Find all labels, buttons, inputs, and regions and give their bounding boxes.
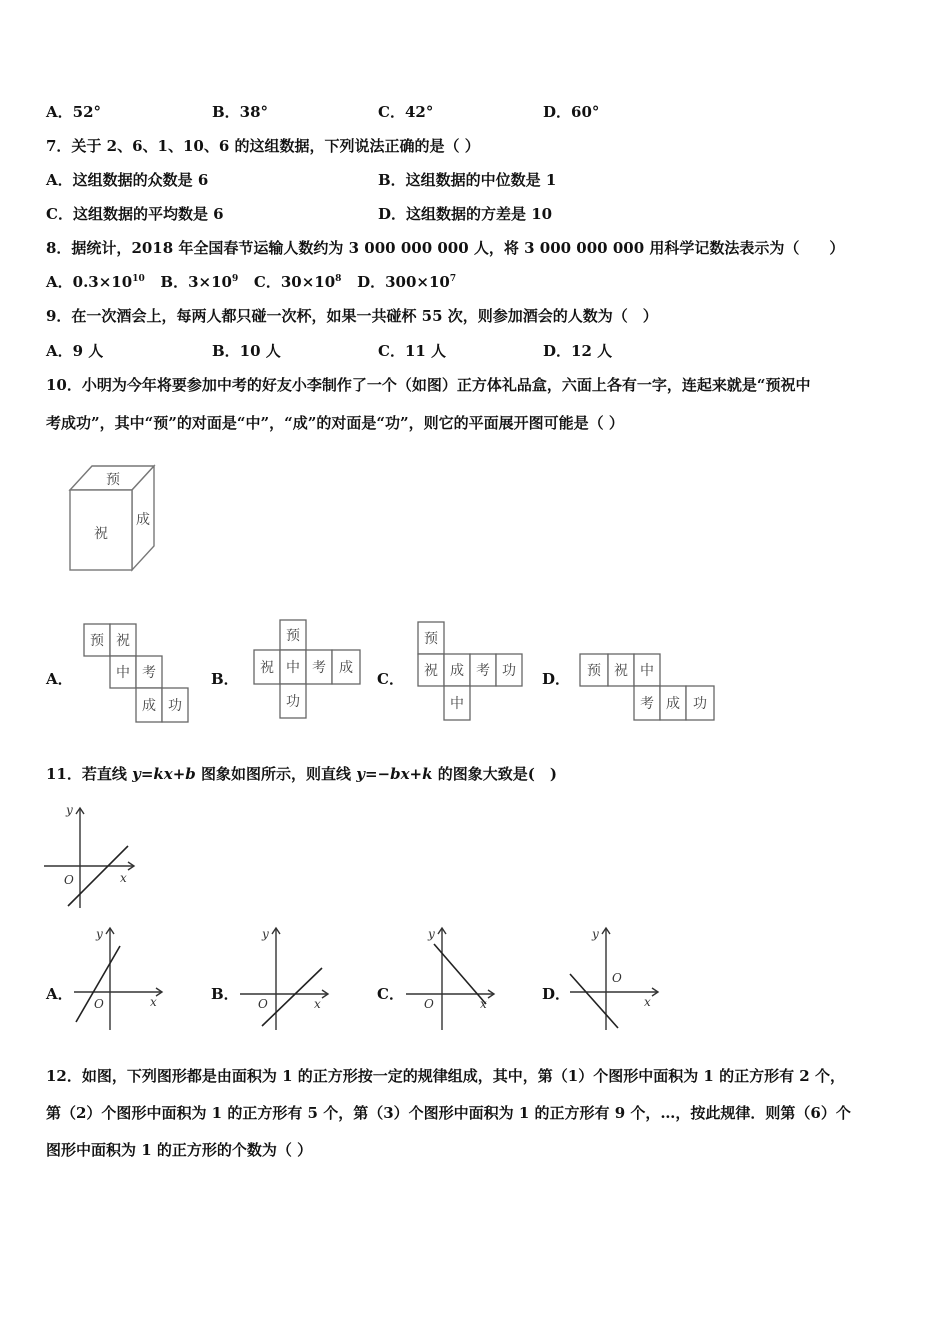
net-c-cell [496, 654, 522, 686]
svg-text:祝: 祝 [424, 663, 438, 679]
q11-graph-d[interactable] [566, 922, 666, 1032]
q11-eq1: y=kx+b [132, 765, 196, 783]
net-a-cell [162, 688, 188, 722]
svg-text:考: 考 [640, 696, 654, 712]
q11-graph-c[interactable] [402, 922, 502, 1032]
cube-figure [66, 462, 160, 574]
q11-stem: 11．若直线 y=kx+b 图象如图所示，则直线 y=−bx+k 的图象大致是( ) [46, 765, 557, 783]
net-b-cell [332, 650, 360, 684]
net-a-cell [136, 656, 162, 688]
svg-text:中: 中 [286, 660, 300, 676]
svg-text:预: 预 [90, 633, 104, 649]
svg-text:成: 成 [666, 696, 680, 712]
net-d-cell [580, 654, 608, 686]
svg-text:O: O [424, 997, 434, 1011]
svg-text:成: 成 [339, 660, 353, 676]
net-c-cell [418, 654, 444, 686]
svg-text:x: x [120, 871, 127, 885]
q7-option-a[interactable]: A．这组数据的众数是 6 [46, 171, 209, 189]
net-a[interactable] [82, 620, 194, 728]
q8-option-b[interactable]: B．$3\times 10^9$ [160, 273, 239, 291]
q11-graph-b[interactable] [236, 922, 336, 1032]
svg-text:y: y [96, 927, 103, 941]
svg-text:x: x [644, 995, 651, 1009]
net-c-cell [418, 622, 444, 654]
q9-option-b[interactable]: B．10 人 [212, 342, 281, 360]
q11-option-a-label[interactable]: A． [46, 985, 73, 1003]
net-d-cell [634, 686, 660, 720]
net-b[interactable] [252, 618, 364, 722]
q7-option-c[interactable]: C．这组数据的平均数是 6 [46, 205, 224, 223]
net-a-cell [84, 624, 110, 656]
graph-b-line [262, 968, 322, 1026]
q11-reference-graph [40, 800, 140, 912]
q11-option-c-label[interactable]: C． [377, 985, 404, 1003]
q6-option-c[interactable]: C．42° [378, 103, 434, 121]
q10-option-b-label[interactable]: B． [211, 670, 239, 688]
net-a-cell [136, 688, 162, 722]
q11-option-b-label[interactable]: B． [211, 985, 239, 1003]
svg-text:y: y [592, 927, 599, 941]
svg-text:x: x [150, 995, 157, 1009]
net-b-cell [280, 684, 306, 718]
svg-text:成: 成 [142, 698, 156, 714]
svg-text:中: 中 [450, 696, 464, 712]
svg-text:O: O [94, 997, 104, 1011]
svg-text:考: 考 [476, 663, 490, 679]
q8-options [46, 272, 456, 292]
q10-stem-line1: 10．小明为今年将要参加中考的好友小李制作了一个（如图）正方体礼品盒，六面上各有一字，连起来就是“预祝中 [46, 376, 811, 394]
q10-stem-line2: 考成功”，其中“预”的对面是“中”，“成”的对面是“功”，则它的平面展开图可能是（ ） [46, 414, 624, 432]
svg-text:中: 中 [640, 663, 654, 679]
net-d-cell [686, 686, 714, 720]
net-a-cell [110, 624, 136, 656]
svg-text:考: 考 [142, 665, 156, 681]
q9-option-c[interactable]: C．11 人 [378, 342, 447, 360]
graph-d-line [570, 974, 618, 1028]
svg-text:功: 功 [693, 696, 707, 712]
q7-option-d[interactable]: D．这组数据的方差是 10 [378, 205, 553, 223]
cube-right-char: 成 [136, 512, 150, 528]
q9-option-d[interactable]: D．12 人 [543, 342, 613, 360]
q8-stem: 8．据统计，2018 年全国春节运输人数约为 3 000 000 000 人，将 3 000 000 000 用科学记数法表示为（ ） [46, 239, 845, 257]
q6-option-a[interactable]: A．52° [46, 103, 102, 121]
q9-stem: 9．在一次酒会上，每两人都只碰一次杯，如果一共碰杯 55 次，则参加酒会的人数为（ ） [46, 307, 658, 325]
svg-text:预: 预 [286, 628, 300, 644]
net-c[interactable] [416, 620, 528, 724]
net-c-cell [444, 686, 470, 720]
svg-text:祝: 祝 [116, 633, 130, 649]
svg-text:y: y [428, 927, 435, 941]
svg-text:中: 中 [116, 665, 130, 681]
svg-text:x: x [480, 997, 487, 1011]
q9-option-a[interactable]: A．9 人 [46, 342, 104, 360]
svg-text:考: 考 [312, 660, 326, 676]
svg-text:祝: 祝 [614, 663, 628, 679]
q12-line2: 第（2）个图形中面积为 1 的正方形有 5 个，第（3）个图形中面积为 1 的正方形有 9 个，…，按此规律．则第（6）个 [46, 1104, 851, 1122]
net-d-cell [634, 654, 660, 686]
q7-option-b[interactable]: B．这组数据的中位数是 1 [378, 171, 557, 189]
net-b-cell [280, 620, 306, 650]
q8-option-d[interactable]: D．$300\times 10^7$ [357, 273, 457, 291]
svg-text:O: O [64, 873, 74, 887]
q7-stem: 7．关于 2、6、1、10、6 的这组数据，下列说法正确的是（ ） [46, 137, 480, 155]
net-d-cell [608, 654, 634, 686]
net-d[interactable] [578, 652, 718, 726]
svg-text:x: x [314, 997, 321, 1011]
net-b-cell [306, 650, 332, 684]
svg-text:y: y [262, 927, 269, 941]
q11-option-d-label[interactable]: D． [542, 985, 571, 1003]
net-c-cell [470, 654, 496, 686]
net-b-cell [254, 650, 280, 684]
cube-top-char: 预 [106, 472, 120, 488]
svg-text:y: y [66, 803, 73, 817]
svg-text:O: O [612, 971, 622, 985]
q10-option-c-label[interactable]: C． [377, 670, 404, 688]
net-c-cell [444, 654, 470, 686]
svg-text:预: 预 [424, 631, 438, 647]
svg-text:O: O [258, 997, 268, 1011]
q8-option-a[interactable]: A．$0.3\times 10^{10}$ [46, 273, 145, 291]
line-kx-plus-b [68, 846, 128, 906]
svg-text:功: 功 [168, 698, 182, 714]
svg-text:功: 功 [502, 663, 516, 679]
q6-option-b[interactable]: B．38° [212, 103, 269, 121]
q12-line1: 12．如图，下列图形都是由面积为 1 的正方形按一定的规律组成，其中，第（1）个图形中面积为 1 的正方形有 2 个， [46, 1067, 845, 1085]
q6-option-d[interactable]: D．60° [543, 103, 600, 121]
svg-text:功: 功 [286, 694, 300, 710]
q11-eq2: y=−bx+k [356, 765, 433, 783]
q11-graph-a[interactable] [70, 922, 170, 1032]
q10-option-d-label[interactable]: D． [542, 670, 571, 688]
svg-text:成: 成 [450, 663, 464, 679]
cube-front-char: 祝 [94, 526, 108, 542]
net-d-cell [660, 686, 686, 720]
q8-option-c[interactable]: C．$30\times 10^8$ [253, 273, 342, 291]
net-b-cell [280, 650, 306, 684]
q10-option-a-label[interactable]: A． [46, 670, 73, 688]
svg-text:预: 预 [587, 663, 601, 679]
q12-line3: 图形中面积为 1 的正方形的个数为（ ） [46, 1141, 313, 1159]
net-a-cell [110, 656, 136, 688]
svg-text:祝: 祝 [260, 660, 274, 676]
